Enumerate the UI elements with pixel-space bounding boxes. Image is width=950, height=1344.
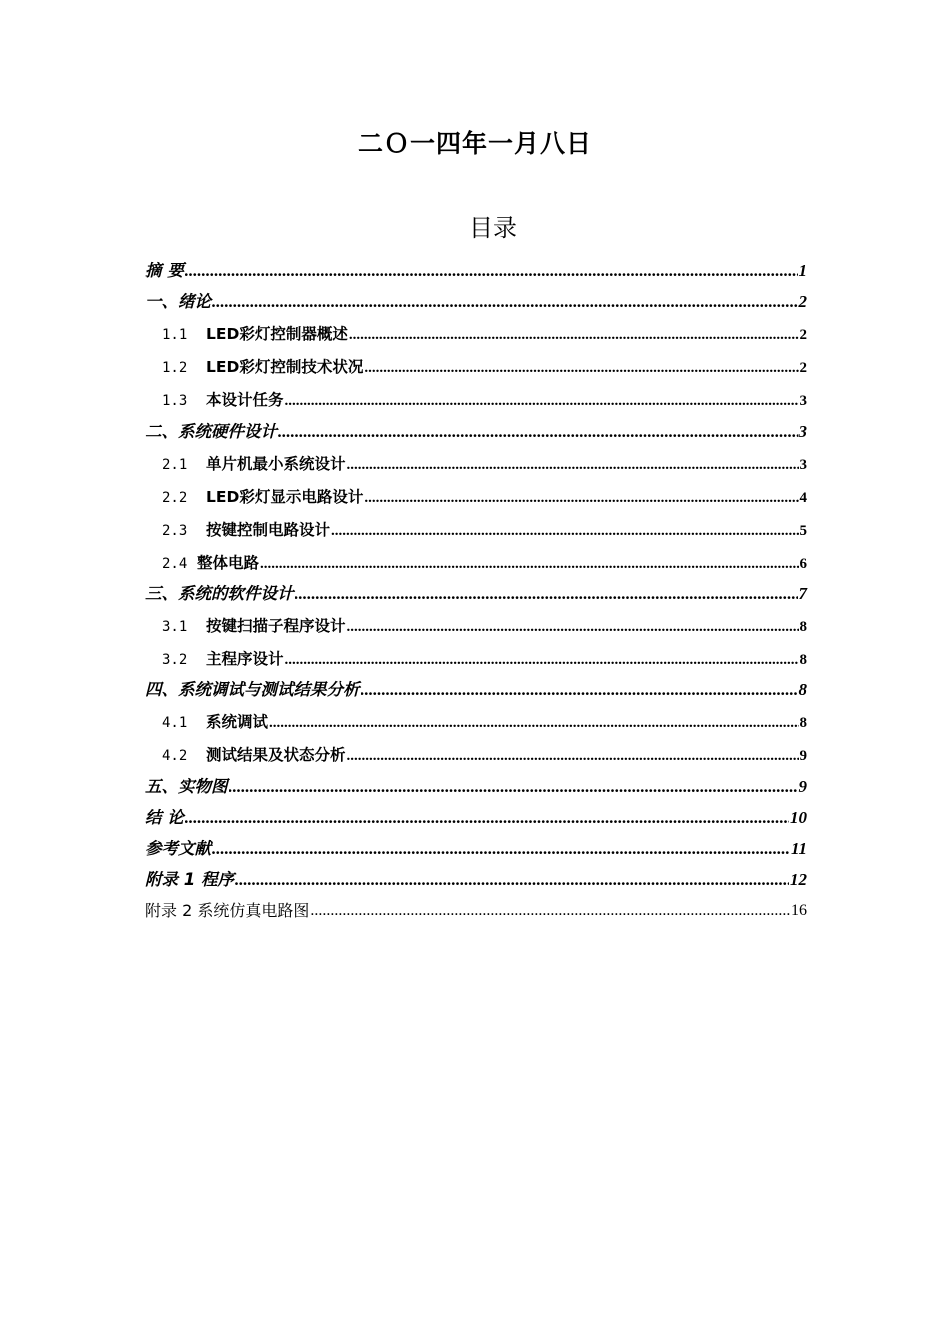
toc-leader-dots [185, 807, 789, 829]
toc-leader-dots [349, 324, 799, 346]
toc-entry-label: 按键控制电路设计 [206, 521, 331, 539]
toc-entry-label: 结 论 [145, 808, 184, 827]
toc-leader-dots [364, 487, 798, 509]
toc-entry-page: 10 [790, 808, 807, 827]
toc-entry-label: 按键扫描子程序设计 [206, 617, 346, 635]
toc-entry[interactable] [145, 575, 807, 605]
toc-leader-dots [331, 520, 798, 542]
toc-entry[interactable] [145, 768, 807, 798]
toc-subentry[interactable] [145, 512, 807, 542]
toc-entry-page: 8 [798, 680, 807, 699]
toc-leader-dots [364, 357, 798, 379]
toc-subentry[interactable] [145, 704, 807, 734]
toc-leader-dots [361, 679, 798, 701]
toc-leader-dots [347, 454, 799, 476]
toc-entry-label: 参考文献 [145, 839, 211, 858]
toc-entry-number: 1.3 [162, 393, 188, 409]
toc-entry-label: 二、系统硬件设计 [145, 422, 277, 441]
toc-entry-label: 五、实物图 [145, 777, 228, 796]
toc-leader-dots [278, 421, 798, 443]
toc-entry-label: 四、系统调试与测试结果分析 [145, 680, 360, 699]
toc-entry-number: 1.1 [162, 327, 188, 343]
toc-entry-page: 11 [790, 839, 807, 858]
toc-entry-label: 本设计任务 [206, 391, 284, 409]
toc-subentry[interactable] [145, 641, 807, 671]
toc-leader-dots [260, 553, 798, 575]
toc-entry-page: 7 [798, 584, 807, 603]
toc-entry-number: 3.1 [162, 619, 188, 635]
toc-entry-number: 2.3 [162, 523, 188, 539]
toc-subentry[interactable] [145, 479, 807, 509]
toc-entry-page: 8 [799, 715, 807, 731]
toc-entry-page: 12 [790, 870, 807, 889]
toc-entry-page: 3 [798, 422, 807, 441]
toc-leader-dots [347, 745, 799, 767]
toc-entry[interactable] [145, 830, 807, 860]
toc-leader-dots [229, 776, 798, 798]
toc-entry-page: 8 [799, 652, 807, 668]
toc-subentry[interactable] [145, 446, 807, 476]
toc-entry-page: 2 [799, 360, 807, 376]
toc-entry[interactable] [145, 252, 807, 282]
toc-entry-label: 主程序设计 [206, 650, 284, 668]
toc-entry-page: 8 [799, 619, 807, 635]
toc-entry-label: 系统调试 [206, 713, 269, 731]
toc-entry-label: 三、系统的软件设计 [145, 584, 294, 603]
toc-leader-dots [185, 260, 798, 282]
toc-leader-dots [347, 616, 799, 638]
toc-entry-label: 整体电路 [197, 554, 260, 572]
toc-entry[interactable] [145, 799, 807, 829]
toc-entry-page: 3 [799, 457, 807, 473]
toc-subentry[interactable] [145, 316, 807, 346]
toc-entry-label: LED彩灯控制技术状况 [206, 358, 364, 376]
toc-entry-page: 16 [791, 902, 807, 919]
toc-entry[interactable] [145, 413, 807, 443]
toc-leader-dots [212, 838, 790, 860]
toc-entry-number: 1.2 [162, 360, 188, 376]
toc-entry-page: 3 [799, 393, 807, 409]
toc-entry[interactable] [145, 892, 807, 922]
toc-entry-label: LED彩灯显示电路设计 [206, 488, 364, 506]
toc-leader-dots [269, 712, 798, 734]
toc-entry-page: 1 [798, 261, 807, 280]
toc-entry-page: 9 [798, 777, 807, 796]
toc-entry-page: 2 [798, 292, 807, 311]
toc-entry[interactable] [145, 283, 807, 313]
toc-subentry[interactable] [145, 545, 807, 575]
toc-leader-dots [285, 649, 799, 671]
toc-title: 目录 [469, 214, 517, 242]
toc-entry[interactable] [145, 861, 807, 891]
toc-entry-number: 4.1 [162, 715, 188, 731]
toc-entry-page: 9 [799, 748, 807, 764]
toc-subentry[interactable] [145, 737, 807, 767]
toc-leader-dots [285, 390, 799, 412]
toc-entry-label: 摘 要 [145, 261, 184, 280]
toc-leader-dots [212, 291, 798, 313]
toc-entry-number: 2.1 [162, 457, 188, 473]
toc-entry-page: 4 [799, 490, 807, 506]
toc-entry-page: 2 [799, 327, 807, 343]
toc-leader-dots [310, 900, 790, 922]
toc-entry-number: 3.2 [162, 652, 188, 668]
document-date: 二Ｏ一四年一月八日 [357, 129, 592, 158]
toc-entry-number: 2.2 [162, 490, 188, 506]
toc-entry-number: 4.2 [162, 748, 188, 764]
toc-entry-label: 单片机最小系统设计 [206, 455, 346, 473]
toc-entry-label: 一、绪论 [145, 292, 211, 311]
toc-subentry[interactable] [145, 349, 807, 379]
toc-entry-label: LED彩灯控制器概述 [206, 325, 348, 343]
toc-entry[interactable] [145, 671, 807, 701]
toc-leader-dots [295, 583, 798, 605]
toc-entry-page: 5 [799, 523, 807, 539]
toc-entry-label: 附录 2 系统仿真电路图 [145, 901, 310, 920]
toc-entry-label: 附录 1 程序 [145, 870, 234, 889]
toc-entry-label: 测试结果及状态分析 [206, 746, 346, 764]
toc-subentry[interactable] [145, 608, 807, 638]
toc-entry-page: 6 [799, 556, 807, 572]
toc-leader-dots [235, 869, 789, 891]
toc-entry-number: 2.4 [162, 556, 188, 572]
toc-subentry[interactable] [145, 382, 807, 412]
